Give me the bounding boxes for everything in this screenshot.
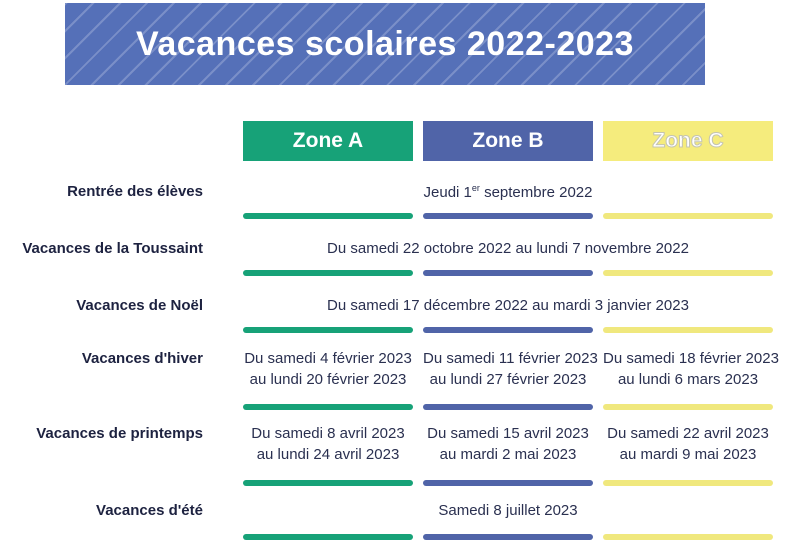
zone-b-bar (423, 213, 593, 219)
date-all-zones: Samedi 8 juillet 2023 (438, 501, 578, 519)
row-label: Vacances de Noël (76, 297, 203, 314)
zone-c-dates (603, 423, 773, 465)
zone-b-bar (423, 327, 593, 333)
date-line-2: au lundi 27 février 2023 (429, 371, 587, 388)
zone-a-header: Zone A (243, 121, 413, 161)
zone-b-bar (423, 270, 593, 276)
date-all-zones: Du samedi 17 décembre 2022 au mardi 3 janvier 2023 (327, 297, 689, 314)
date-line-2: au lundi 20 février 2023 (249, 371, 407, 388)
row-vacances-printemps (0, 423, 773, 486)
date-suffix: septembre 2022 (479, 183, 593, 201)
zone-b-bar (423, 534, 593, 540)
date-line-2: au mardi 2 mai 2023 (439, 446, 577, 463)
row-rentree-des-eleves (0, 170, 773, 219)
row-label: Vacances d'été (96, 501, 203, 519)
date-line-2: au mardi 9 mai 2023 (619, 446, 757, 463)
zone-c-bar (603, 534, 773, 540)
zone-c-bar (603, 213, 773, 219)
zone-a-dates (243, 348, 413, 390)
date-line-1: Du samedi 8 avril 2023 (251, 425, 405, 442)
zone-b-bar (423, 404, 593, 410)
zone-c-bar (603, 327, 773, 333)
row-vacances-noel (0, 284, 773, 333)
zone-a-bar (243, 270, 413, 276)
zone-a-bar (243, 534, 413, 540)
date-prefix: Jeudi 1 (423, 183, 472, 201)
row-label: Vacances de la Toussaint (22, 240, 203, 257)
zone-c-header: Zone C (603, 121, 773, 161)
date-line-1: Du samedi 18 février 2023 (603, 350, 779, 367)
date-all-zones: Du samedi 22 octobre 2022 au lundi 7 novembre 2022 (327, 240, 689, 257)
date-line-2: au lundi 24 avril 2023 (256, 446, 400, 463)
page-title: Vacances scolaires 2022-2023 (136, 24, 634, 63)
zone-b-dates (423, 348, 598, 390)
zone-a-bar (243, 327, 413, 333)
zone-a-bar (243, 404, 413, 410)
zone-c-bar (603, 270, 773, 276)
date-line-1: Du samedi 15 avril 2023 (427, 425, 589, 442)
zone-c-bar (603, 404, 773, 410)
date-line-1: Du samedi 4 février 2023 (244, 350, 412, 367)
row-label: Rentrée des élèves (67, 183, 203, 200)
row-vacances-toussaint (0, 227, 773, 276)
date-all-zones (243, 183, 773, 201)
zone-a-dates (243, 423, 413, 465)
zone-b-dates (423, 423, 593, 465)
zone-header-row (0, 121, 773, 161)
date-line-1: Du samedi 22 avril 2023 (607, 425, 769, 442)
row-vacances-hiver (0, 348, 779, 410)
title-banner (65, 3, 705, 85)
date-superscript: er (471, 182, 480, 193)
zone-a-bar (243, 213, 413, 219)
zone-b-header: Zone B (423, 121, 593, 161)
date-line-2: au lundi 6 mars 2023 (617, 371, 759, 388)
zone-c-dates (603, 348, 779, 390)
row-label: Vacances de printemps (36, 425, 203, 442)
row-vacances-ete (0, 486, 773, 540)
row-label: Vacances d'hiver (81, 350, 203, 367)
date-line-1: Du samedi 11 février 2023 (423, 350, 598, 367)
